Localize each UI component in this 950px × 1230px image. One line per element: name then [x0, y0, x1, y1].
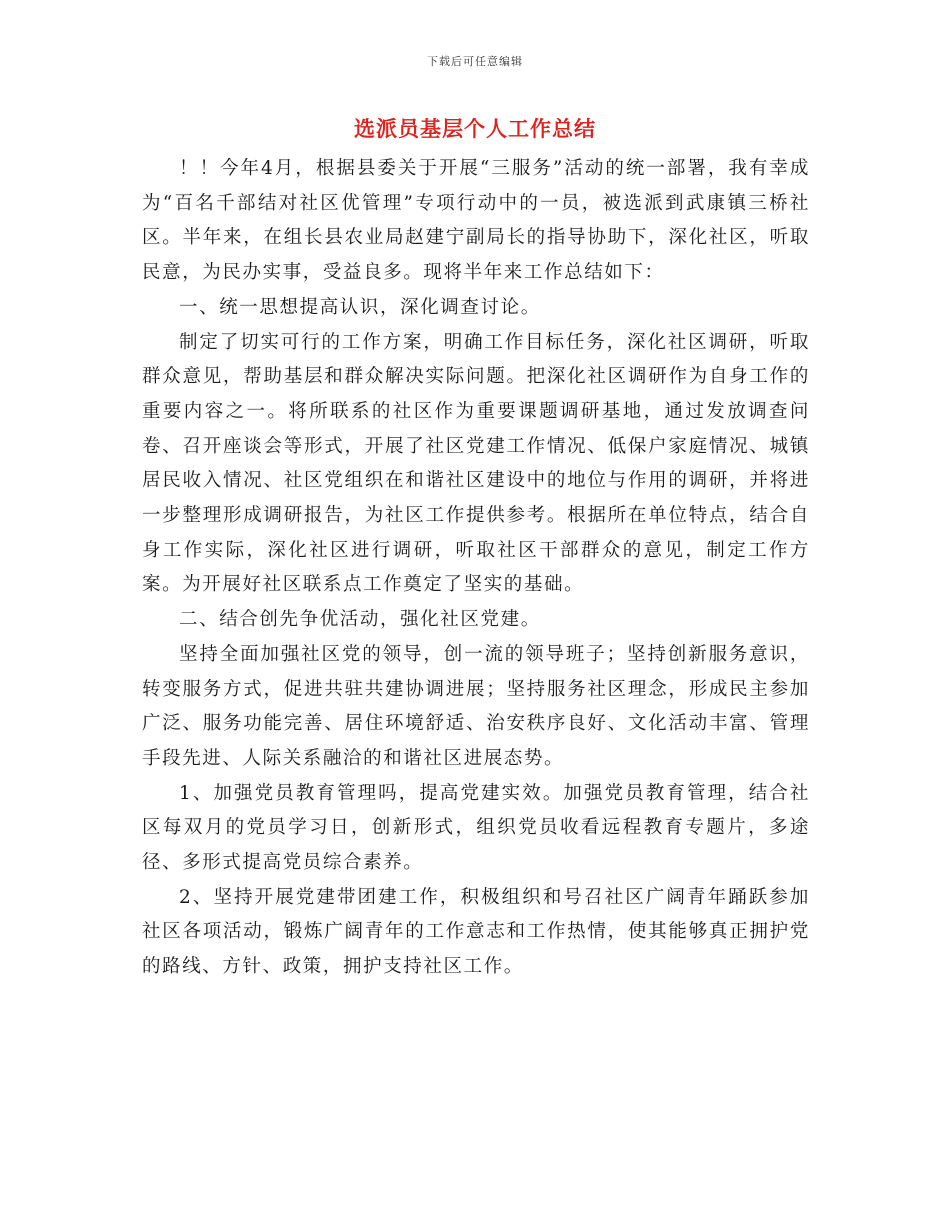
page-header-note: 下载后可任意编辑	[427, 55, 523, 68]
paragraph-item-2: 2、坚持开展党建带团建工作，积极组织和号召社区广阔青年踊跃参加社区各项活动，锻炼广阔青年的工作意志和工作热情，使其能够真正拥护党的路线、方针、政策，拥护支持社区工作。	[142, 886, 810, 978]
document-body	[142, 152, 810, 985]
paragraph-section-1: 制定了切实可行的工作方案，明确工作目标任务，深化社区调研，听取群众意见，帮助基层和群众解决实际问题。把深化社区调研作为自身工作的重要内容之一。将所联系的社区作为重要课题调研基地，通过发放调查问卷、召开座谈会等形式，开展了社区党建工作情况、低保户家庭情况、城镇居民收入情况、社区党组织在和谐社区建设中的地位与作用的调研，并将进一步整理形成调研报告，为社区工作提供参考。根据所在单位特点，结合自身工作实际，深化社区进行调研，听取社区干部群众的意见，制定工作方案。为开展好社区联系点工作奠定了坚实的基础。	[142, 331, 810, 596]
section-heading-2: 二、结合创先争优活动，强化社区党建。	[179, 609, 541, 631]
document-title: 选派员基层个人工作总结	[354, 116, 596, 141]
paragraph-item-1: 1、加强党员教育管理吗，提高党建实效。加强党员教育管理，结合社区每双月的党员学习日，创新形式，组织党员收看远程教育专题片，多途径、多形式提高党员综合素养。	[142, 782, 810, 874]
paragraph-intro: ！！今年4月，根据县委关于开展“三服务”活动的统一部署，我有幸成为“百名千部结对社区优管理”专项行动中的一员，被选派到武康镇三桥社区。半年来，在组长县农业局赵建宁副局长的指导协助下，深化社区，听取民意，为民办实事，受益良多。现将半年来工作总结如下：	[142, 158, 810, 284]
section-heading-1: 一、统一思想提高认识，深化调查讨论。	[179, 296, 541, 318]
paragraph-section-2: 坚持全面加强社区党的领导，创一流的领导班子；坚持创新服务意识，转变服务方式，促进共驻共建协调进展；坚持服务社区理念，形成民主参加广泛、服务功能完善、居住环境舒适、治安秩序良好、文化活动丰富、管理手段先进、人际关系融洽的和谐社区进展态势。	[142, 643, 810, 769]
